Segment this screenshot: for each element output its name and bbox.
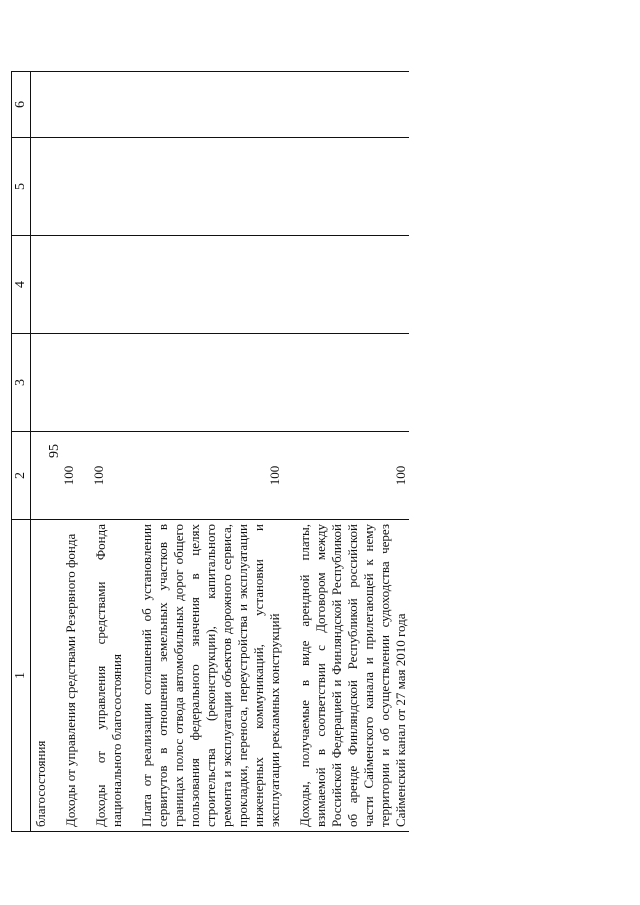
- page-number: 95: [47, 444, 62, 458]
- row-description: Плата от реализации соглашений об установлении сервитутов в отношении земельных участков в границах полос отвода автомобильных дорог общего пользования федерального значения в целях строительства (реконструкции), капитального ремонта и эксплуатации объектов дорожного сервиса, прокладки, переноса, переустройства и эксплуатации инженерных коммуникаций, установки и эксплуатации рекламных конструкций: [137, 520, 283, 832]
- row-description: Доходы от управления средствами Резервного фонда: [61, 520, 79, 832]
- header-row: [12, 72, 31, 832]
- table-row: [61, 72, 79, 832]
- intro-text: благосостояния: [31, 520, 50, 832]
- row-value-col2: 100: [137, 432, 283, 520]
- column-header-4: 4: [12, 236, 31, 334]
- column-header-3: 3: [12, 334, 31, 432]
- table-row: [137, 72, 283, 832]
- column-header-6: 6: [12, 72, 31, 138]
- column-header-2: 2: [12, 432, 31, 520]
- row-value-col2: 100: [91, 432, 125, 520]
- revenue-table-container: [11, 72, 408, 832]
- row-value-col2: 100: [61, 432, 79, 520]
- column-header-1: 1: [12, 520, 31, 832]
- row-description: Доходы, получаемые в виде арендной платы, взимаемой в соответствии с Договором между Российской Федерацией и Финляндской Республикой об аренде Финляндской Республикой российской части Сайменского канала и прилегающей к нему территории и об осуществлении судоходства через Сайменский канал от 27 мая 2010 года: [295, 520, 409, 832]
- row-value-col2: 100: [295, 432, 409, 520]
- table-row: [91, 72, 125, 832]
- intro-row: [31, 72, 50, 832]
- row-description: Доходы от управления средствами Фонда национального благосостояния: [91, 520, 125, 832]
- table-row: [295, 72, 409, 832]
- revenue-table: [11, 71, 409, 832]
- column-header-5: 5: [12, 138, 31, 236]
